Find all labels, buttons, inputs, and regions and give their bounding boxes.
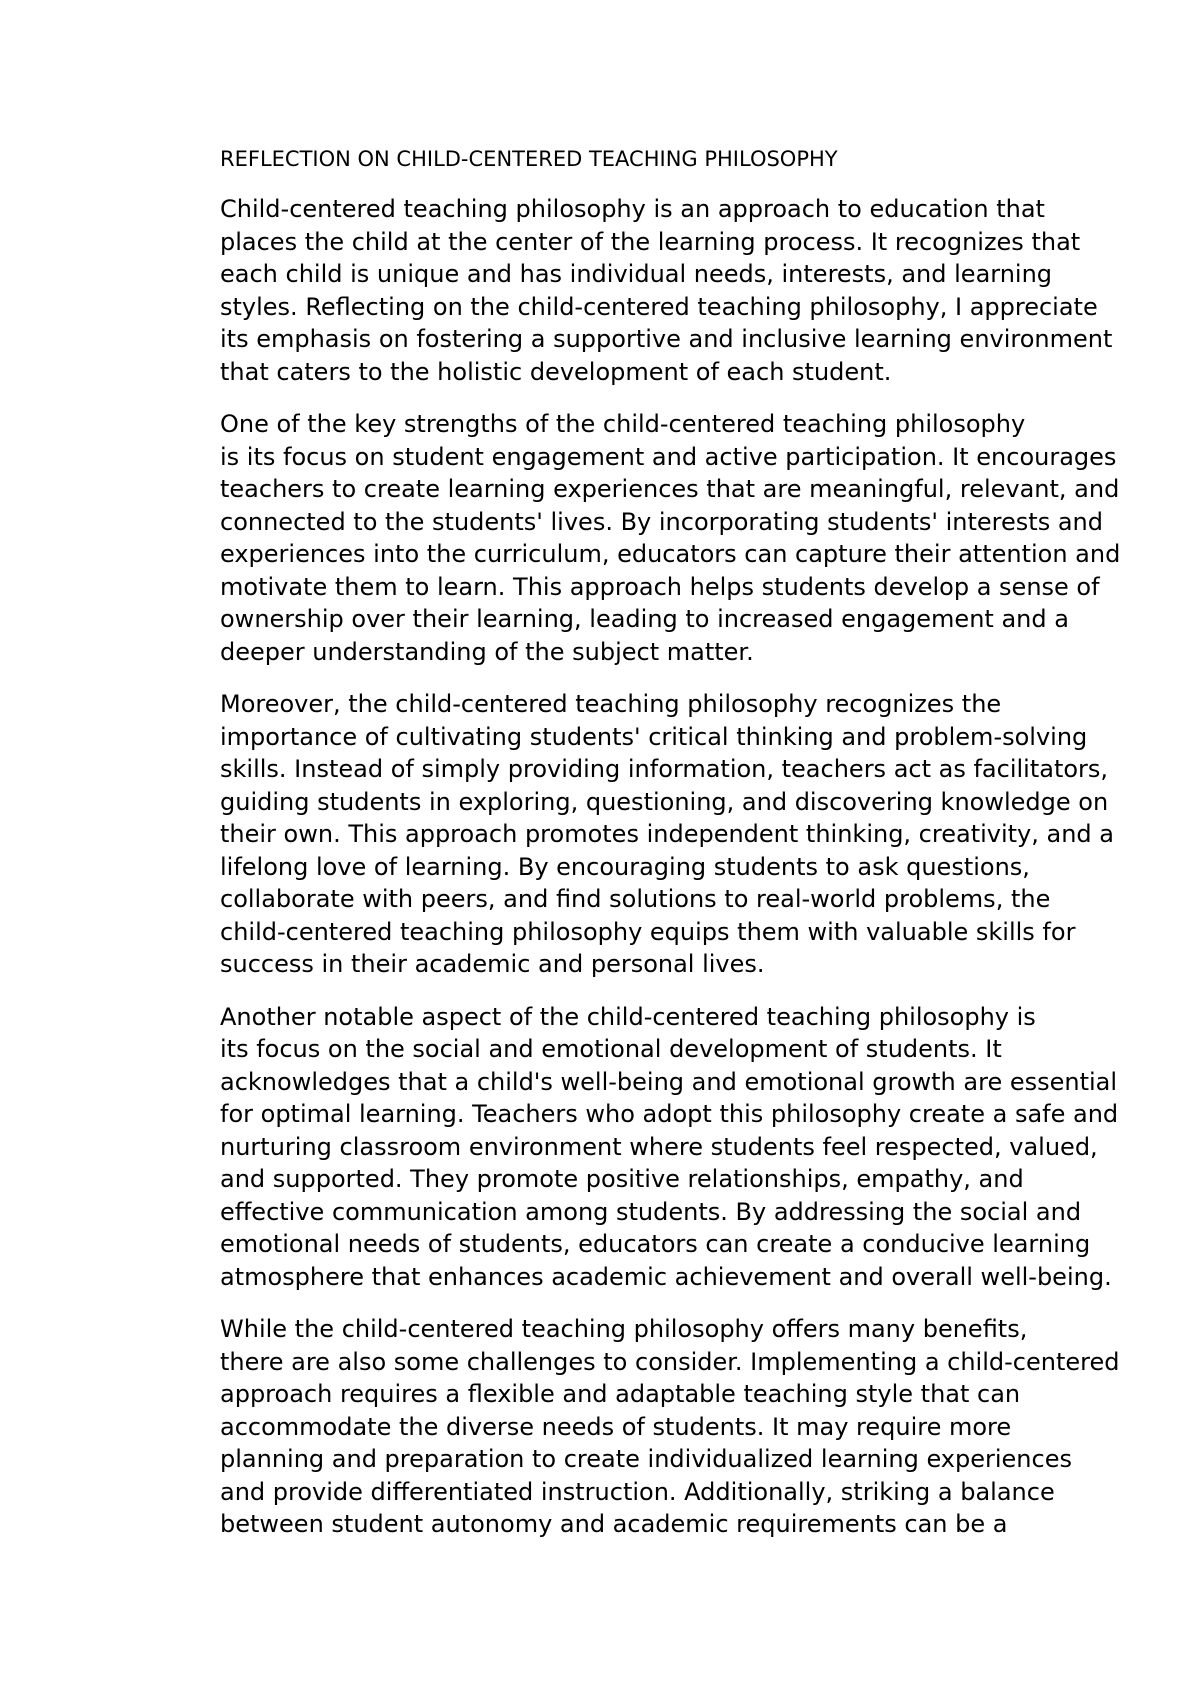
- paragraph-1: [146, 193, 1113, 388]
- text-line: planning and preparation to create individualized learning experiences: [220, 1445, 1072, 1473]
- text-line: Another notable aspect of the child-centered teaching philosophy is: [220, 1002, 1036, 1031]
- text-line: importance of cultivating students' critical thinking and problem-solving: [220, 722, 1088, 751]
- text-line: and supported. They promote positive relationships, empathy, and: [220, 1165, 1024, 1193]
- text-line: nurturing classroom environment where students feel respected, valued,: [220, 1132, 1098, 1161]
- text-line: there are also some challenges to consider. Implementing a child-centered: [220, 1347, 1120, 1376]
- document-title: REFLECTION ON CHILD-CENTERED TEACHING PHILOSOPHY: [220, 147, 838, 171]
- text-line: collaborate with peers, and find solutions to real-world problems, the: [220, 885, 1051, 913]
- text-line: and provide differentiated instruction. Additionally, striking a balance: [220, 1477, 1055, 1506]
- text-line: Moreover, the child-centered teaching philosophy recognizes the: [220, 690, 1002, 718]
- text-line: for optimal learning. Teachers who adopt this philosophy create a safe and: [220, 1100, 1119, 1128]
- text-line: connected to the students' lives. By incorporating students' interests and: [220, 507, 1103, 536]
- paragraph-3: [146, 688, 1114, 981]
- text-line: success in their academic and personal lives.: [220, 950, 765, 978]
- text-line: accommodate the diverse needs of students. It may require more: [220, 1412, 1012, 1441]
- text-line: One of the key strengths of the child-centered teaching philosophy: [220, 410, 1026, 438]
- text-line: that caters to the holistic development of each student.: [220, 357, 892, 386]
- text-line: its focus on the social and emotional development of students. It: [220, 1035, 1002, 1063]
- text-line: styles. Reflecting on the child-centered teaching philosophy, I appreciate: [220, 292, 1098, 321]
- text-line: effective communication among students. By addressing the social and: [220, 1197, 1082, 1226]
- text-line: each child is unique and has individual needs, interests, and learning: [220, 260, 1053, 288]
- text-line: ownership over their learning, leading to increased engagement and a: [220, 605, 1069, 633]
- text-line: child-centered teaching philosophy equips them with valuable skills for: [220, 917, 1076, 946]
- text-line: acknowledges that a child's well-being and emotional growth are essential: [220, 1067, 1118, 1096]
- text-line: approach requires a flexible and adaptable teaching style that can: [220, 1380, 1021, 1408]
- text-line: is its focus on student engagement and active participation. It encourages: [220, 442, 1117, 471]
- text-line: emotional needs of students, educators can create a conducive learning: [220, 1230, 1091, 1258]
- text-line: motivate them to learn. This approach helps students develop a sense of: [220, 572, 1100, 601]
- text-line: teachers to create learning experiences that are meaningful, relevant, and: [220, 475, 1120, 503]
- paragraph-5: [146, 1313, 1120, 1541]
- text-line: between student autonomy and academic requirements can be a: [220, 1510, 1008, 1538]
- paragraph-4: [146, 1001, 1119, 1294]
- paragraph-2: [146, 408, 1121, 668]
- text-line: atmosphere that enhances academic achievement and overall well-being.: [220, 1262, 1112, 1291]
- text-line: skills. Instead of simply providing information, teachers act as facilitators,: [220, 755, 1109, 783]
- text-line: Child-centered teaching philosophy is an approach to education that: [220, 195, 1045, 223]
- text-line: experiences into the curriculum, educators can capture their attention and: [220, 540, 1121, 568]
- text-line: their own. This approach promotes independent thinking, creativity, and a: [220, 820, 1114, 848]
- text-line: guiding students in exploring, questioning, and discovering knowledge on: [220, 787, 1109, 816]
- text-line: places the child at the center of the learning process. It recognizes that: [220, 227, 1081, 256]
- text-line: lifelong love of learning. By encouraging students to ask questions,: [220, 852, 1030, 881]
- text-line: While the child-centered teaching philosophy offers many benefits,: [220, 1315, 1028, 1343]
- text-line: its emphasis on fostering a supportive and inclusive learning environment: [220, 325, 1113, 353]
- document-body: [146, 193, 1121, 1561]
- text-line: deeper understanding of the subject matter.: [220, 637, 754, 666]
